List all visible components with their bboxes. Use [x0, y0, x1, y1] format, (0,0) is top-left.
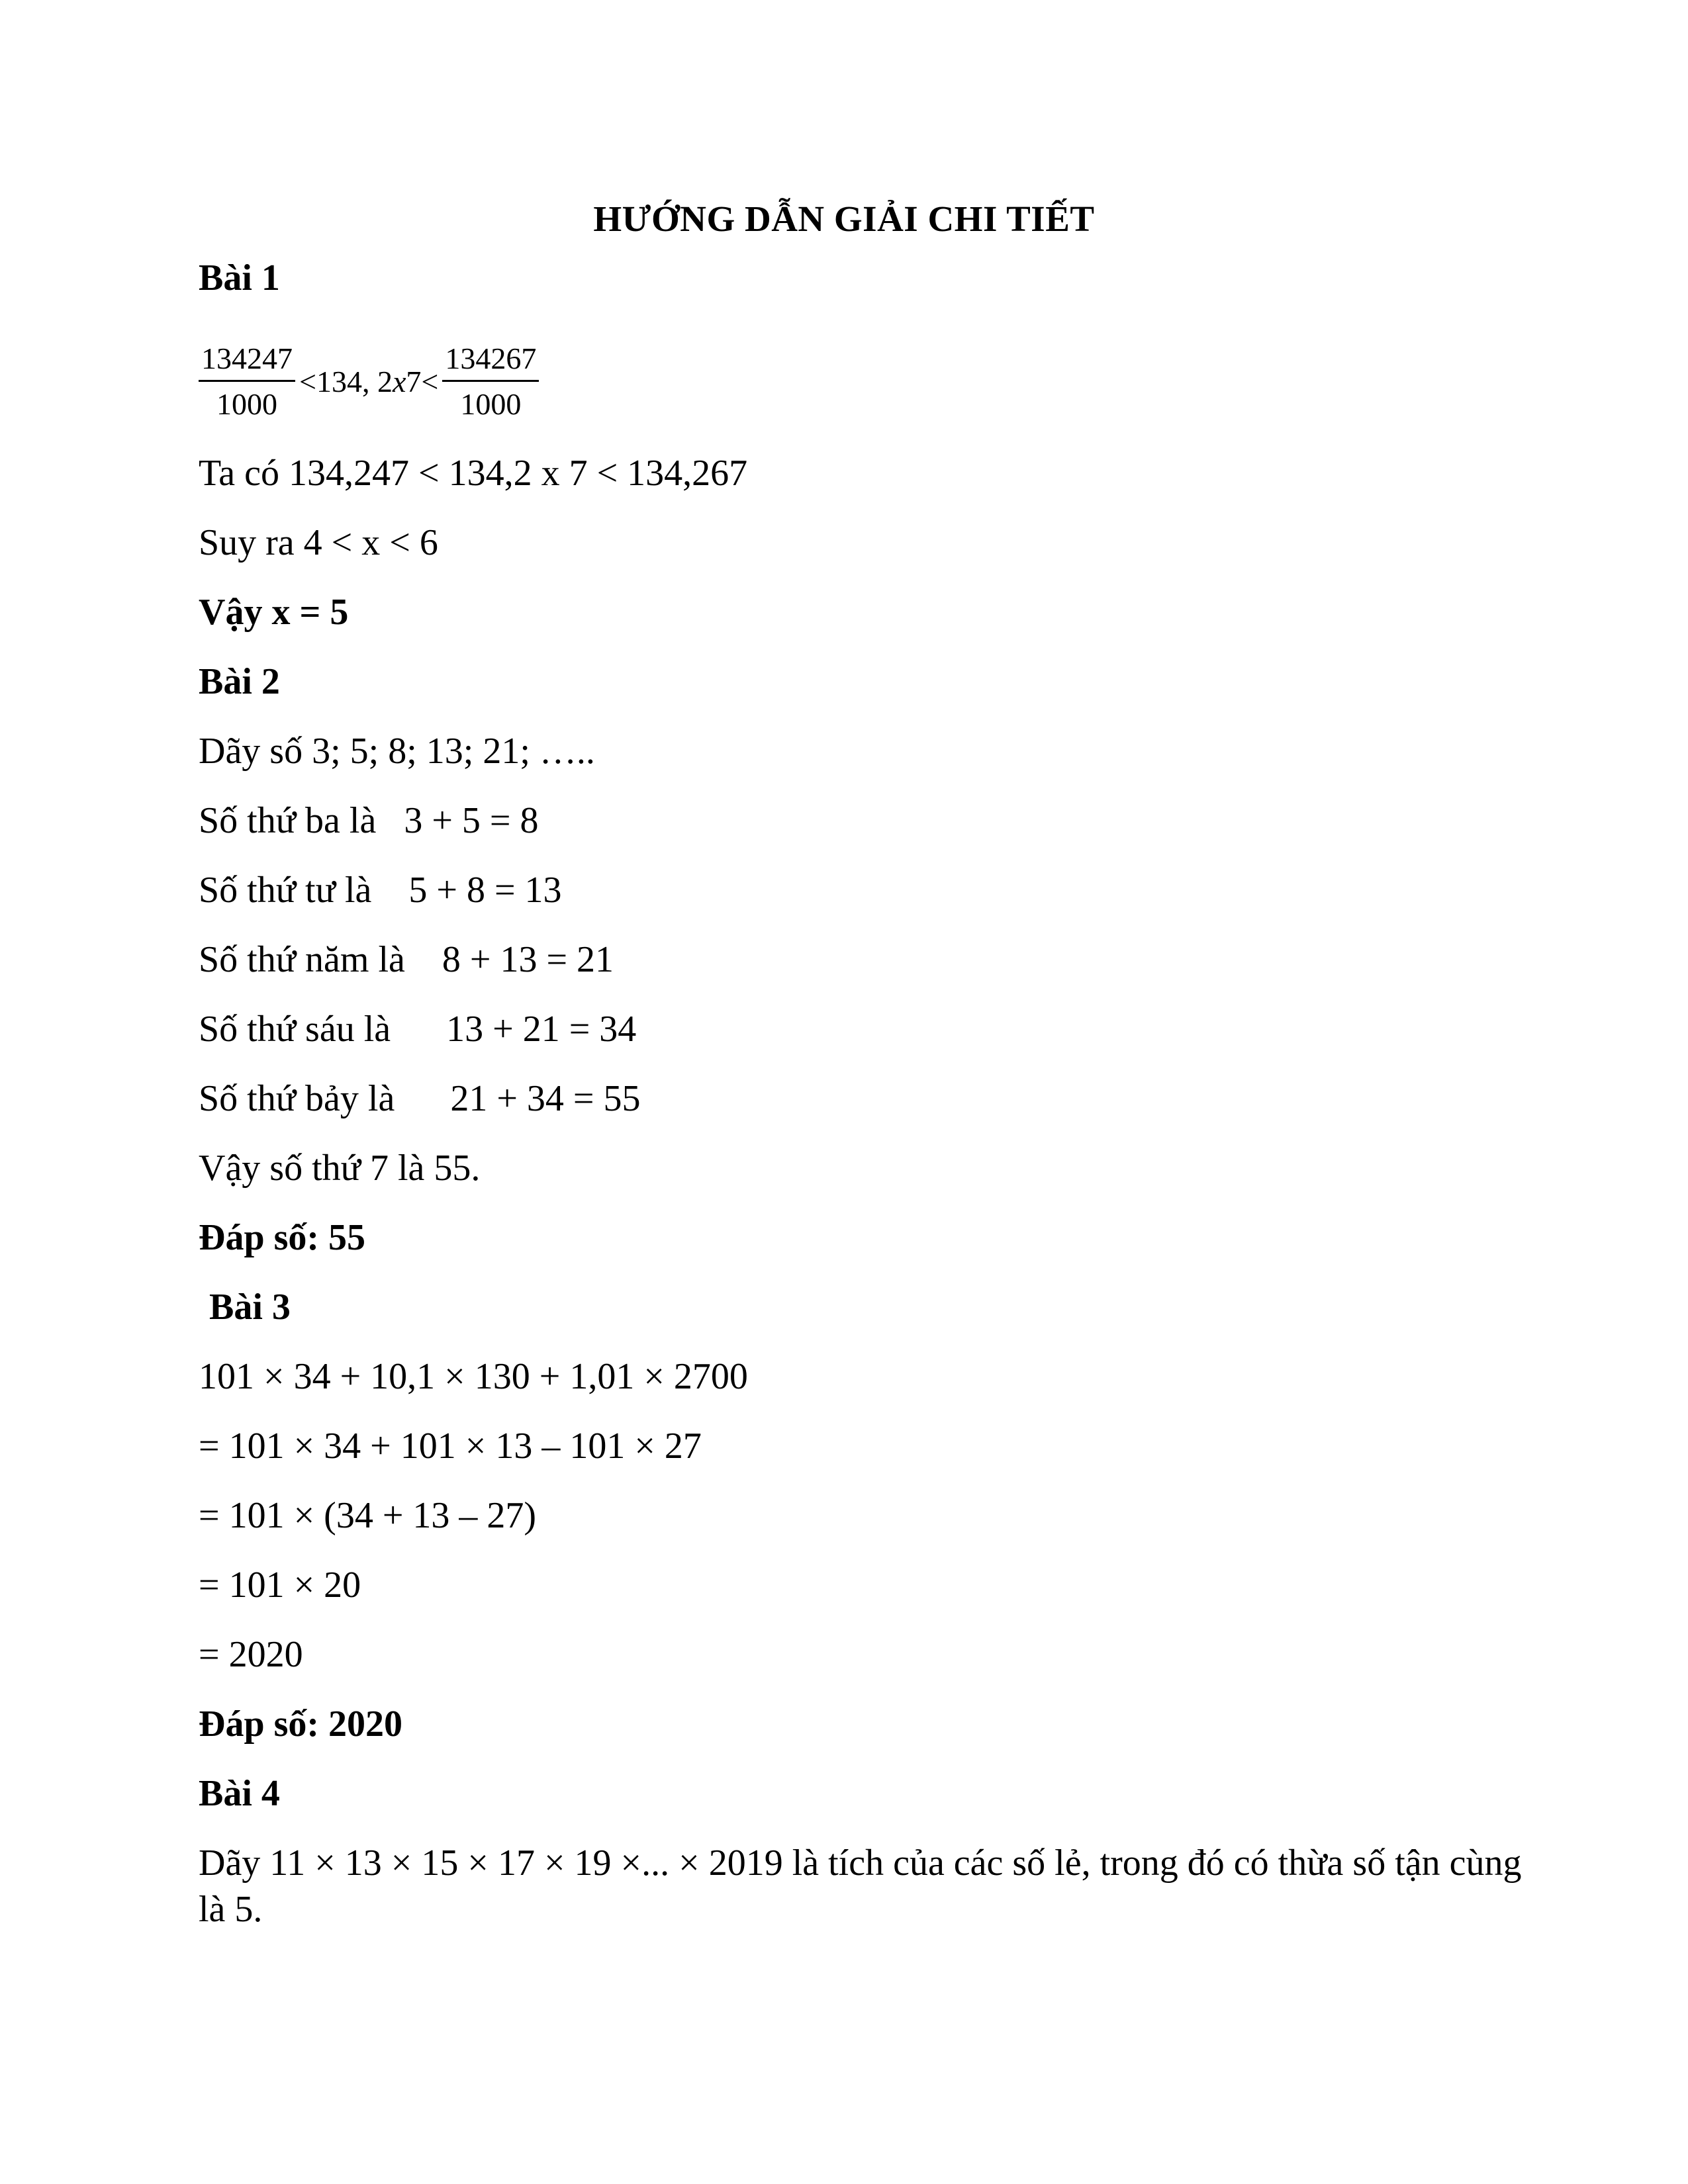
- bai3-line: 101 × 34 + 10,1 × 130 + 1,01 × 2700: [199, 1356, 748, 1397]
- middle-variable: x: [392, 364, 406, 398]
- left-numerator: 134247: [201, 341, 293, 375]
- right-fraction: [442, 341, 539, 422]
- bai2-step: Số thứ ba là 3 + 5 = 8: [199, 800, 539, 841]
- middle-expression: [295, 364, 442, 399]
- bai4-paragraph: Dãy 11 × 13 × 15 × 17 × 19 ×... × 2019 là tích của các số lẻ, trong đó có thừa số tận cùng là 5.: [199, 1843, 1522, 1930]
- right-numerator: 134267: [445, 341, 537, 375]
- left-fraction: [199, 341, 295, 422]
- bai2-step: Số thứ bảy là 21 + 34 = 55: [199, 1078, 641, 1119]
- bai2-step: Số thứ tư là 5 + 8 = 13: [199, 870, 562, 911]
- bai3-line: = 2020: [199, 1634, 303, 1675]
- page-title: HƯỚNG DẪN GIẢI CHI TIẾT: [593, 199, 1095, 239]
- bai3-line: = 101 × 20: [199, 1565, 361, 1606]
- left-denominator: 1000: [216, 387, 277, 421]
- bai2-step: Số thứ năm là 8 + 13 = 21: [199, 939, 614, 980]
- fraction-bar: [442, 380, 539, 382]
- fraction-bar: [199, 380, 295, 382]
- right-denominator: 1000: [460, 387, 522, 421]
- bai4-heading: Bài 4: [199, 1773, 280, 1814]
- bai2-heading: Bài 2: [199, 661, 280, 702]
- less-than-2: <: [421, 364, 439, 398]
- less-than-1: <: [299, 364, 316, 398]
- bai3-line: = 101 × 34 + 101 × 13 – 101 × 27: [199, 1426, 702, 1467]
- bai3-heading: Bài 3: [209, 1287, 291, 1328]
- bai2-sequence: Dãy số 3; 5; 8; 13; 21; …..: [199, 731, 595, 772]
- bai2-conclusion: Vậy số thứ 7 là 55.: [199, 1148, 481, 1189]
- bai1-heading: Bài 1: [199, 257, 280, 298]
- bai1-answer: Vậy x = 5: [199, 592, 349, 633]
- bai1-line2: Suy ra 4 < x < 6: [199, 522, 438, 563]
- middle-digit: 7: [406, 364, 422, 398]
- bai1-inequality: [199, 335, 539, 428]
- bai1-line1: Ta có 134,247 < 134,2 x 7 < 134,267: [199, 453, 748, 494]
- bai3-line: = 101 × (34 + 13 – 27): [199, 1495, 537, 1536]
- bai2-step: Số thứ sáu là 13 + 21 = 34: [199, 1009, 637, 1050]
- middle-value: 134, 2: [316, 364, 393, 398]
- bai2-answer: Đáp số: 55: [199, 1217, 366, 1258]
- bai3-answer: Đáp số: 2020: [199, 1704, 403, 1745]
